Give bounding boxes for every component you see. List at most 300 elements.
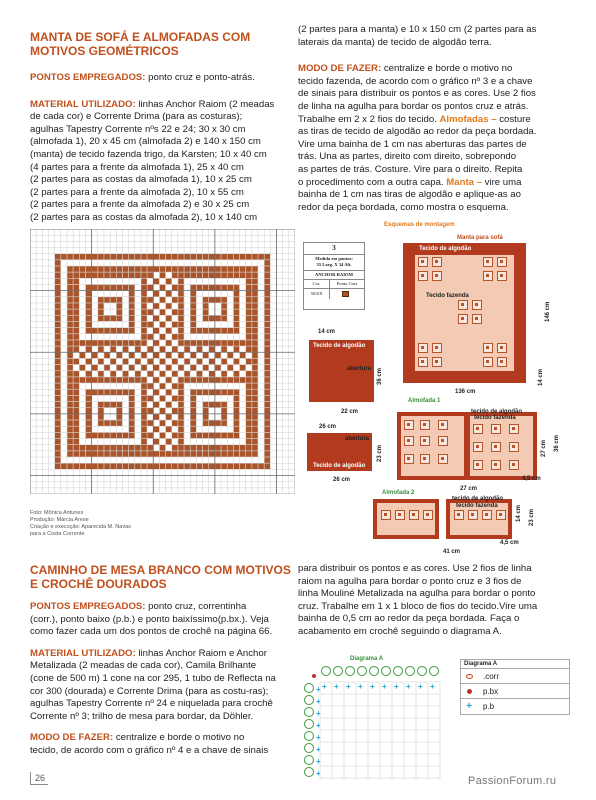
stitch-cell [141,328,147,334]
stitch-cell [215,365,221,371]
stitch-cell [234,402,240,408]
svg-text:+: + [316,733,321,742]
stitch-cell [252,297,258,303]
stitch-cell [73,316,79,322]
stitch-cell [264,254,270,260]
stitch-cell [67,322,73,328]
stitch-cell [92,445,98,451]
stitch-cell [264,377,270,383]
stitch-cell [154,439,160,445]
stitch-cell [104,402,110,408]
stitch-cell [61,463,67,469]
stitch-cell [104,266,110,272]
stitch-cell [147,383,153,389]
stitch-cell [147,359,153,365]
stitch-cell [123,328,129,334]
stitch-cell [197,390,203,396]
motif-tile-icon [438,454,448,464]
stitch-cell [86,414,92,420]
stitch-cell [129,309,135,315]
stitch-cell [55,371,61,377]
svg-text:+: + [394,682,399,691]
stitch-cell [264,383,270,389]
stitch-cell [178,334,184,340]
stitch-cell [73,414,79,420]
stitch-cell [246,285,252,291]
motif-tile-icon [483,343,493,353]
stitch-cell [246,463,252,469]
article2-right-column: para distribuir os pontos e as cores. Use 2 fios de linha raiom na agulha para bordar o ponto cruz e 3 fios de linha Mouliné Metalizada na agulha para bordar o ponto cruz. Trabalhe em 1 x 1 bloco de fios do tecido.Vire uma bainha de 0,5 cm ao redor da peça bordada. Faça o acabamento em crochê seguindo o diagrama A. [298,563,538,637]
stitch-cell [80,353,86,359]
stitch-cell [92,272,98,278]
stitch-cell [246,303,252,309]
svg-text:+: + [430,682,435,691]
stitch-cell [191,402,197,408]
stitch-cell [135,272,141,278]
stitch-cell [240,463,246,469]
stitch-cell [252,390,258,396]
stitch-cell [141,334,147,340]
stitch-cell [86,451,92,457]
stitch-cell [234,316,240,322]
stitch-cell [135,463,141,469]
stitch-cell [129,353,135,359]
motif-tile-icon [404,420,414,430]
stitch-cell [147,254,153,260]
article2-modo: MODO DE FAZER: centralize e borde o motivo no tecido, de acordo com o gráfico nº 4 e a chave de sinais [30,732,269,756]
stitch-cell [98,390,104,396]
stitch-cell [166,377,172,383]
motif-tile-icon [418,343,428,353]
stitch-cell [160,334,166,340]
stitch-cell [55,328,61,334]
stitch-cell [73,371,79,377]
motif-tile-icon [438,420,448,430]
stitch-cell [209,254,215,260]
stitch-cell [166,266,172,272]
stitch-cell [221,328,227,334]
stitch-cell [234,285,240,291]
stitch-cell [67,408,73,414]
stitch-cell [264,309,270,315]
stitch-cell [67,346,73,352]
stitch-cell [129,266,135,272]
stitch-cell [55,414,61,420]
piece1-algodao-label: Tecido de algodão [313,343,366,349]
almofada2-23-label: 23 cm [529,508,535,526]
stitch-cell [252,439,258,445]
stitch-cell [166,303,172,309]
stitch-cell [55,420,61,426]
article1-title: MANTA DE SOFÁ E ALMOFADAS COM MOTIVOS GEOMÉTRICOS [30,30,251,58]
stitch-cell [264,359,270,365]
article1-pontos: PONTOS EMPREGADOS: ponto cruz e ponto-atrás. [30,72,255,83]
stitch-cell [73,396,79,402]
stitch-cell [197,346,203,352]
stitch-cell [203,297,209,303]
watermark: PassionForum.ru [468,775,557,787]
stitch-cell [166,316,172,322]
stitch-cell [86,322,92,328]
stitch-cell [209,297,215,303]
stitch-cell [252,396,258,402]
stitch-cell [191,272,197,278]
stitch-cell [203,451,209,457]
motif-tile-icon [496,510,506,520]
stitch-cell [55,439,61,445]
stitch-cell [147,334,153,340]
stitch-cell [252,254,258,260]
stitch-cell [104,420,110,426]
stitch-cell [67,445,73,451]
stitch-cell [234,340,240,346]
stitch-cell [110,316,116,322]
article2-material: MATERIAL UTILIZADO: linhas Anchor Raiom e Anchor Metalizada (2 meadas de cada cor), Camila Brilhante (cone de 500 m) 1 cone na cor 295, 1 tubo de Reflecta na cor 300 (dourada) e Corrente Drima (para as costu-ras); agulhas Tapestry Corrente nº 24 e niquelada para crochê Corrente nº 3; trilho de mesa para bordar, da Döhler. [30,647,276,722]
stitch-cell [178,272,184,278]
motif-tile-icon [418,357,428,367]
stitch-cell [178,285,184,291]
stitch-cell [160,463,166,469]
stitch-cell [86,433,92,439]
stitch-cell [55,377,61,383]
stitch-cell [264,408,270,414]
stitch-cell [203,340,209,346]
stitch-cell [104,328,110,334]
stitch-cell [264,414,270,420]
stitch-cell [141,254,147,260]
stitch-cell [203,316,209,322]
stitch-cell [117,420,123,426]
stitch-cell [123,433,129,439]
stitch-cell [228,377,234,383]
stitch-cell [234,451,240,457]
motif-tile-icon [404,436,414,446]
stitch-cell [209,420,215,426]
stitch-cell [141,377,147,383]
stitch-cell [240,445,246,451]
almofada1-h36-label: 36 cm [554,434,560,452]
stitch-cell [264,402,270,408]
stitch-cell [209,359,215,365]
stitch-cell [166,390,172,396]
stitch-cell [203,309,209,315]
stitch-cell [98,328,104,334]
stitch-cell [129,297,135,303]
manta-height-label: 146 cm [545,301,551,322]
stitch-cell [234,371,240,377]
almofada2-fazenda-label: tecido fazenda [456,503,498,509]
stitch-cell [129,396,135,402]
stitch-cell [178,414,184,420]
stitch-cell [73,346,79,352]
stitch-cell [86,408,92,414]
stitch-cell [117,297,123,303]
stitch-cell [191,463,197,469]
stitch-cell [234,414,240,420]
stitch-cell [203,414,209,420]
stitch-cell [160,297,166,303]
stitch-cell [104,463,110,469]
stitch-cell [178,433,184,439]
stitch-cell [240,272,246,278]
stitch-cell [215,266,221,272]
stitch-cell [104,365,110,371]
stitch-cell [184,266,190,272]
stitch-cell [154,279,160,285]
stitch-cell [264,353,270,359]
stitch-cell [264,297,270,303]
motif-tile-icon [491,442,501,452]
stitch-cell [67,279,73,285]
stitch-cell [67,266,73,272]
stitch-cell [166,414,172,420]
stitch-cell [86,390,92,396]
stitch-cell [246,371,252,377]
stitch-cell [147,309,153,315]
almofada1-h27-label: 27 cm [541,439,547,457]
stitch-cell [141,353,147,359]
stitch-cell [172,408,178,414]
stitch-cell [166,279,172,285]
stitch-cell [141,439,147,445]
stitch-cell [221,340,227,346]
stitch-cell [215,272,221,278]
stitch-cell [104,272,110,278]
stitch-cell [234,433,240,439]
stitch-cell [191,420,197,426]
stitch-cell [98,371,104,377]
stitch-cell [67,439,73,445]
svg-text:+: + [316,757,321,766]
stitch-cell [110,254,116,260]
stitch-cell [110,285,116,291]
motif-tile-icon [420,420,430,430]
stitch-cell [117,285,123,291]
stitch-cell [221,451,227,457]
stitch-cell [209,346,215,352]
stitch-cell [203,433,209,439]
stitch-cell [252,309,258,315]
almofada1-fazenda-label: tecido fazenda [474,415,516,421]
stitch-cell [123,390,129,396]
legend-number: 3 [304,243,364,255]
motif-tile-icon [509,460,519,470]
stitch-cell [264,445,270,451]
stitch-cell [197,359,203,365]
stitch-cell [221,390,227,396]
stitch-cell [141,285,147,291]
stitch-cell [221,266,227,272]
stitch-cell [98,303,104,309]
stitch-cell [73,420,79,426]
motif-tile-icon [497,271,507,281]
manta-width-label: 136 cm [455,389,476,395]
stitch-cell [154,365,160,371]
stitch-cell [147,297,153,303]
stitch-cell [178,266,184,272]
stitch-cell [73,279,79,285]
motif-tile-icon [482,510,492,520]
stitch-cell [67,285,73,291]
stitch-cell [104,353,110,359]
stitch-cell [55,260,61,266]
stitch-cell [264,328,270,334]
stitch-cell [104,433,110,439]
stitch-cell [86,402,92,408]
stitch-cell [129,433,135,439]
stitch-cell [117,303,123,309]
stitch-cell [246,445,252,451]
stitch-cell [178,396,184,402]
stitch-cell [141,427,147,433]
stitch-cell [154,353,160,359]
stitch-cell [160,445,166,451]
stitch-cell [160,359,166,365]
stitch-cell [110,433,116,439]
stitch-cell [67,328,73,334]
stitch-cell [178,445,184,451]
svg-text:+: + [334,682,339,691]
stitch-cell [184,254,190,260]
stitch-cell [264,390,270,396]
stitch-cell [67,433,73,439]
stitch-cell [172,433,178,439]
stitch-cell [178,254,184,260]
motif-tile-icon [458,314,468,324]
stitch-cell [252,316,258,322]
stitch-cell [73,266,79,272]
stitch-cell [191,433,197,439]
stitch-cell [86,359,92,365]
stitch-cell [73,402,79,408]
stitch-cell [154,463,160,469]
stitch-cell [123,285,129,291]
motif-tile-icon [432,257,442,267]
stitch-cell [110,328,116,334]
stitch-cell [215,420,221,426]
stitch-cell [166,451,172,457]
stitch-cell [141,383,147,389]
stitch-cell [55,316,61,322]
stitch-cell [252,359,258,365]
stitch-cell [252,353,258,359]
stitch-cell [191,451,197,457]
stitch-cell [86,291,92,297]
chart-legend: 3 Medida em pontos: 35 Larg. X 34 Alt. ANCHOR RAIOM Cor. Ponto Cruz 50318 [303,242,365,310]
stitch-cell [221,316,227,322]
stitch-cell [98,266,104,272]
stitch-cell [73,334,79,340]
stitch-cell [98,377,104,383]
stitch-cell [264,457,270,463]
stitch-cell [197,451,203,457]
svg-text:+: + [322,682,327,691]
stitch-cell [264,340,270,346]
stitch-cell [203,377,209,383]
stitch-cell [209,371,215,377]
stitch-cell [264,291,270,297]
stitch-cell [117,445,123,451]
stitch-cell [73,377,79,383]
stitch-cell [86,266,92,272]
stitch-cell [246,328,252,334]
stitch-cell [67,402,73,408]
stitch-cell [123,340,129,346]
stitch-cell [197,254,203,260]
stitch-cell [135,451,141,457]
stitch-cell [123,266,129,272]
stitch-cell [98,463,104,469]
stitch-cell [178,451,184,457]
stitch-cell [67,414,73,420]
stitch-cell [80,451,86,457]
stitch-cell [228,445,234,451]
stitch-cell [98,285,104,291]
stitch-cell [234,359,240,365]
stitch-cell [197,272,203,278]
stitch-cell [191,322,197,328]
stitch-cell [104,316,110,322]
stitch-cell [203,266,209,272]
stitch-cell [215,254,221,260]
svg-text:+: + [406,682,411,691]
stitch-cell [228,365,234,371]
stitch-cell [55,334,61,340]
stitch-cell [191,285,197,291]
motif-tile-icon [497,343,507,353]
stitch-cell [98,346,104,352]
stitch-cell [184,377,190,383]
stitch-cell [221,297,227,303]
stitch-cell [178,365,184,371]
stitch-cell [73,322,79,328]
stitch-cell [252,322,258,328]
stitch-cell [80,272,86,278]
stitch-cell [67,451,73,457]
svg-text:+: + [370,682,375,691]
stitch-cell [234,346,240,352]
stitch-cell [135,359,141,365]
stitch-cell [55,390,61,396]
stitch-cell [203,353,209,359]
stitch-cell [209,433,215,439]
stitch-cell [209,272,215,278]
stitch-cell [240,266,246,272]
stitch-cell [117,254,123,260]
stitch-cell [172,285,178,291]
stitch-cell [117,414,123,420]
motif-tile-icon [491,424,501,434]
stitch-cell [92,377,98,383]
stitch-cell [98,414,104,420]
stitch-cell [98,359,104,365]
stitch-cell [117,316,123,322]
stitch-cell [264,396,270,402]
stitch-cell [92,353,98,359]
stitch-cell [129,451,135,457]
stitch-cell [184,272,190,278]
stitch-cell [215,353,221,359]
stitch-cell [246,359,252,365]
stitch-cell [129,377,135,383]
stitch-cell [110,272,116,278]
stitch-cell [98,297,104,303]
stitch-cell [129,340,135,346]
stitch-cell [135,340,141,346]
stitch-cell [147,420,153,426]
almofada2-14-label: 14 cm [516,504,522,522]
stitch-cell [191,297,197,303]
